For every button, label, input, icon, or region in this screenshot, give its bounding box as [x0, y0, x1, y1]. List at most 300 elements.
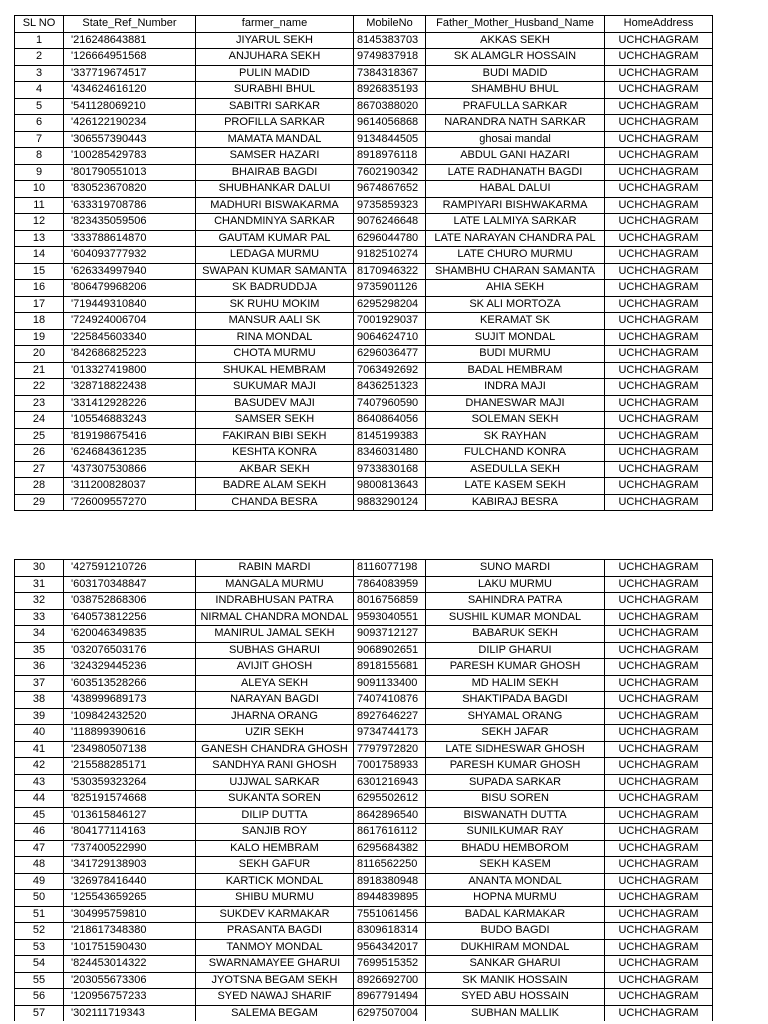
cell-state-ref-number: '302111719343 [64, 1005, 196, 1021]
cell-father-mother-husband-name: SUJIT MONDAL [426, 329, 605, 346]
cell-sl-no: 47 [15, 840, 64, 857]
cell-mobile-no: 8116077198 [354, 560, 426, 577]
cell-farmer-name: SURABHI BHUL [196, 82, 354, 99]
cell-sl-no: 31 [15, 576, 64, 593]
cell-father-mother-husband-name: SANKAR GHARUI [426, 956, 605, 973]
cell-home-address: UCHCHAGRAM [605, 576, 713, 593]
header-farmer-name: farmer_name [196, 16, 354, 33]
cell-father-mother-husband-name: BABARUK SEKH [426, 626, 605, 643]
cell-sl-no: 37 [15, 675, 64, 692]
cell-mobile-no: 9091133400 [354, 675, 426, 692]
cell-state-ref-number: '306557390443 [64, 131, 196, 148]
cell-mobile-no: 8016756859 [354, 593, 426, 610]
cell-father-mother-husband-name: RAMPIYARI BISHWAKARMA [426, 197, 605, 214]
cell-home-address: UCHCHAGRAM [605, 296, 713, 313]
table-row [15, 791, 713, 808]
cell-farmer-name: SUBHAS GHARUI [196, 642, 354, 659]
cell-farmer-name: BASUDEV MAJI [196, 395, 354, 412]
cell-farmer-name: JIYARUL SEKH [196, 32, 354, 49]
cell-mobile-no: 8926692700 [354, 972, 426, 989]
cell-father-mother-husband-name: BISWANATH DUTTA [426, 807, 605, 824]
cell-mobile-no: 6295684382 [354, 840, 426, 857]
cell-sl-no: 36 [15, 659, 64, 676]
cell-father-mother-husband-name: BHADU HEMBOROM [426, 840, 605, 857]
cell-father-mother-husband-name: SOLEMAN SEKH [426, 412, 605, 429]
cell-father-mother-husband-name: SEKH KASEM [426, 857, 605, 874]
cell-mobile-no: 9182510274 [354, 247, 426, 264]
table-row [15, 989, 713, 1006]
cell-home-address: UCHCHAGRAM [605, 939, 713, 956]
cell-father-mother-husband-name: LATE RADHANATH BAGDI [426, 164, 605, 181]
cell-father-mother-husband-name: LATE LALMIYA SARKAR [426, 214, 605, 231]
cell-home-address: UCHCHAGRAM [605, 395, 713, 412]
cell-farmer-name: UZIR SEKH [196, 725, 354, 742]
cell-state-ref-number: '823435059506 [64, 214, 196, 231]
cell-father-mother-husband-name: SUNILKUMAR RAY [426, 824, 605, 841]
cell-farmer-name: SANDHYA RANI GHOSH [196, 758, 354, 775]
cell-state-ref-number: '120956757233 [64, 989, 196, 1006]
cell-state-ref-number: '824453014322 [64, 956, 196, 973]
cell-father-mother-husband-name: DHANESWAR MAJI [426, 395, 605, 412]
cell-state-ref-number: '326978416440 [64, 873, 196, 890]
cell-father-mother-husband-name: SUNO MARDI [426, 560, 605, 577]
cell-mobile-no: 8145383703 [354, 32, 426, 49]
cell-home-address: UCHCHAGRAM [605, 32, 713, 49]
cell-home-address: UCHCHAGRAM [605, 923, 713, 940]
cell-home-address: UCHCHAGRAM [605, 82, 713, 99]
cell-sl-no: 39 [15, 708, 64, 725]
cell-mobile-no: 8967791494 [354, 989, 426, 1006]
cell-state-ref-number: '603513528266 [64, 675, 196, 692]
cell-farmer-name: SHUKAL HEMBRAM [196, 362, 354, 379]
cell-state-ref-number: '013615846127 [64, 807, 196, 824]
cell-mobile-no: 9614056868 [354, 115, 426, 132]
cell-father-mother-husband-name: SYED ABU HOSSAIN [426, 989, 605, 1006]
cell-state-ref-number: '620046349835 [64, 626, 196, 643]
cell-mobile-no: 6296044780 [354, 230, 426, 247]
cell-sl-no: 48 [15, 857, 64, 874]
cell-sl-no: 14 [15, 247, 64, 264]
cell-home-address: UCHCHAGRAM [605, 280, 713, 297]
cell-state-ref-number: '719449310840 [64, 296, 196, 313]
cell-home-address: UCHCHAGRAM [605, 824, 713, 841]
table-row [15, 115, 713, 132]
cell-home-address: UCHCHAGRAM [605, 906, 713, 923]
cell-home-address: UCHCHAGRAM [605, 741, 713, 758]
cell-farmer-name: SK BADRUDDJA [196, 280, 354, 297]
cell-sl-no: 34 [15, 626, 64, 643]
cell-sl-no: 20 [15, 346, 64, 363]
table-row [15, 1005, 713, 1021]
cell-sl-no: 2 [15, 49, 64, 66]
cell-state-ref-number: '337719674517 [64, 65, 196, 82]
header-row [15, 16, 713, 33]
cell-father-mother-husband-name: SK RAYHAN [426, 428, 605, 445]
cell-father-mother-husband-name: SK MANIK HOSSAIN [426, 972, 605, 989]
cell-father-mother-husband-name: MD HALIM SEKH [426, 675, 605, 692]
cell-mobile-no: 6295502612 [354, 791, 426, 808]
cell-sl-no: 53 [15, 939, 64, 956]
cell-home-address: UCHCHAGRAM [605, 247, 713, 264]
cell-sl-no: 29 [15, 494, 64, 511]
cell-mobile-no: 9733830168 [354, 461, 426, 478]
cell-state-ref-number: '801790551013 [64, 164, 196, 181]
cell-state-ref-number: '215588285171 [64, 758, 196, 775]
cell-father-mother-husband-name: HOPNA MURMU [426, 890, 605, 907]
table-row [15, 956, 713, 973]
cell-sl-no: 7 [15, 131, 64, 148]
cell-home-address: UCHCHAGRAM [605, 362, 713, 379]
cell-home-address: UCHCHAGRAM [605, 461, 713, 478]
cell-mobile-no: 9093712127 [354, 626, 426, 643]
cell-mobile-no: 9800813643 [354, 478, 426, 495]
cell-home-address: UCHCHAGRAM [605, 379, 713, 396]
cell-mobile-no: 8918155681 [354, 659, 426, 676]
cell-father-mother-husband-name: BUDI MURMU [426, 346, 605, 363]
table-row [15, 280, 713, 297]
cell-father-mother-husband-name: BADAL HEMBRAM [426, 362, 605, 379]
cell-state-ref-number: '830523670820 [64, 181, 196, 198]
table-row [15, 197, 713, 214]
cell-mobile-no: 9735901126 [354, 280, 426, 297]
cell-home-address: UCHCHAGRAM [605, 956, 713, 973]
cell-home-address: UCHCHAGRAM [605, 478, 713, 495]
cell-mobile-no: 7864083959 [354, 576, 426, 593]
cell-farmer-name: ALEYA SEKH [196, 675, 354, 692]
cell-mobile-no: 7797972820 [354, 741, 426, 758]
cell-state-ref-number: '626334997940 [64, 263, 196, 280]
cell-mobile-no: 7001929037 [354, 313, 426, 330]
cell-home-address: UCHCHAGRAM [605, 412, 713, 429]
cell-home-address: UCHCHAGRAM [605, 214, 713, 231]
cell-father-mother-husband-name: ghosai mandal [426, 131, 605, 148]
table-row [15, 675, 713, 692]
cell-state-ref-number: '331412928226 [64, 395, 196, 412]
cell-home-address: UCHCHAGRAM [605, 445, 713, 462]
cell-mobile-no: 7407960590 [354, 395, 426, 412]
cell-mobile-no: 7001758933 [354, 758, 426, 775]
cell-farmer-name: NARAYAN BAGDI [196, 692, 354, 709]
cell-home-address: UCHCHAGRAM [605, 890, 713, 907]
cell-mobile-no: 9134844505 [354, 131, 426, 148]
cell-home-address: UCHCHAGRAM [605, 840, 713, 857]
cell-state-ref-number: '328718822438 [64, 379, 196, 396]
table-row [15, 230, 713, 247]
table-row [15, 313, 713, 330]
cell-father-mother-husband-name: NARANDRA NATH SARKAR [426, 115, 605, 132]
cell-mobile-no: 8642896540 [354, 807, 426, 824]
cell-farmer-name: MANGALA MURMU [196, 576, 354, 593]
cell-sl-no: 30 [15, 560, 64, 577]
cell-farmer-name: SEKH GAFUR [196, 857, 354, 874]
cell-farmer-name: JHARNA ORANG [196, 708, 354, 725]
cell-farmer-name: KALO HEMBRAM [196, 840, 354, 857]
cell-mobile-no: 8116562250 [354, 857, 426, 874]
cell-home-address: UCHCHAGRAM [605, 708, 713, 725]
cell-state-ref-number: '724924006704 [64, 313, 196, 330]
cell-state-ref-number: '333788614870 [64, 230, 196, 247]
cell-farmer-name: FAKIRAN BIBI SEKH [196, 428, 354, 445]
cell-farmer-name: RABIN MARDI [196, 560, 354, 577]
cell-sl-no: 3 [15, 65, 64, 82]
cell-state-ref-number: '819198675416 [64, 428, 196, 445]
cell-mobile-no: 8309618314 [354, 923, 426, 940]
cell-sl-no: 56 [15, 989, 64, 1006]
cell-farmer-name: LEDAGA MURMU [196, 247, 354, 264]
cell-mobile-no: 9749837918 [354, 49, 426, 66]
table-row [15, 824, 713, 841]
table-row [15, 445, 713, 462]
cell-father-mother-husband-name: PARESH KUMAR GHOSH [426, 659, 605, 676]
table-row [15, 576, 713, 593]
cell-home-address: UCHCHAGRAM [605, 873, 713, 890]
table-row [15, 296, 713, 313]
farmer-table-bottom [14, 559, 713, 1021]
cell-sl-no: 23 [15, 395, 64, 412]
table-row [15, 972, 713, 989]
cell-sl-no: 5 [15, 98, 64, 115]
cell-mobile-no: 7407410876 [354, 692, 426, 709]
table-row [15, 428, 713, 445]
cell-father-mother-husband-name: AHIA SEKH [426, 280, 605, 297]
cell-sl-no: 10 [15, 181, 64, 198]
table-row [15, 857, 713, 874]
cell-home-address: UCHCHAGRAM [605, 791, 713, 808]
cell-home-address: UCHCHAGRAM [605, 148, 713, 165]
cell-mobile-no: 8640864056 [354, 412, 426, 429]
cell-state-ref-number: '105546883243 [64, 412, 196, 429]
table-row [15, 906, 713, 923]
cell-home-address: UCHCHAGRAM [605, 98, 713, 115]
cell-state-ref-number: '434624616120 [64, 82, 196, 99]
cell-state-ref-number: '216248643881 [64, 32, 196, 49]
cell-father-mother-husband-name: AKKAS SEKH [426, 32, 605, 49]
cell-farmer-name: AKBAR SEKH [196, 461, 354, 478]
cell-farmer-name: PULIN MADID [196, 65, 354, 82]
cell-father-mother-husband-name: SUBHAN MALLIK [426, 1005, 605, 1021]
table-row [15, 412, 713, 429]
cell-farmer-name: MAMATA MANDAL [196, 131, 354, 148]
cell-sl-no: 55 [15, 972, 64, 989]
cell-father-mother-husband-name: ASEDULLA SEKH [426, 461, 605, 478]
cell-home-address: UCHCHAGRAM [605, 857, 713, 874]
cell-home-address: UCHCHAGRAM [605, 131, 713, 148]
cell-sl-no: 45 [15, 807, 64, 824]
cell-home-address: UCHCHAGRAM [605, 659, 713, 676]
cell-mobile-no: 6301216943 [354, 774, 426, 791]
cell-home-address: UCHCHAGRAM [605, 263, 713, 280]
cell-father-mother-husband-name: ANANTA MONDAL [426, 873, 605, 890]
cell-sl-no: 25 [15, 428, 64, 445]
cell-home-address: UCHCHAGRAM [605, 989, 713, 1006]
cell-father-mother-husband-name: FULCHAND KONRA [426, 445, 605, 462]
table-row [15, 478, 713, 495]
table-row [15, 131, 713, 148]
cell-state-ref-number: '603170348847 [64, 576, 196, 593]
cell-mobile-no: 8346031480 [354, 445, 426, 462]
cell-mobile-no: 9734744173 [354, 725, 426, 742]
cell-father-mother-husband-name: SK ALAMGLR HOSSAIN [426, 49, 605, 66]
cell-mobile-no: 7063492692 [354, 362, 426, 379]
cell-state-ref-number: '013327419800 [64, 362, 196, 379]
cell-farmer-name: DILIP DUTTA [196, 807, 354, 824]
table-row [15, 923, 713, 940]
table-row [15, 247, 713, 264]
cell-sl-no: 42 [15, 758, 64, 775]
cell-state-ref-number: '324329445236 [64, 659, 196, 676]
table-row [15, 741, 713, 758]
cell-state-ref-number: '118899390616 [64, 725, 196, 742]
cell-home-address: UCHCHAGRAM [605, 49, 713, 66]
cell-farmer-name: GANESH CHANDRA GHOSH [196, 741, 354, 758]
cell-home-address: UCHCHAGRAM [605, 692, 713, 709]
cell-farmer-name: NIRMAL CHANDRA MONDAL [196, 609, 354, 626]
cell-home-address: UCHCHAGRAM [605, 65, 713, 82]
table-row [15, 494, 713, 511]
cell-father-mother-husband-name: BADAL KARMAKAR [426, 906, 605, 923]
cell-home-address: UCHCHAGRAM [605, 593, 713, 610]
cell-state-ref-number: '737400522990 [64, 840, 196, 857]
cell-sl-no: 27 [15, 461, 64, 478]
cell-mobile-no: 9068902651 [354, 642, 426, 659]
cell-sl-no: 52 [15, 923, 64, 940]
cell-home-address: UCHCHAGRAM [605, 230, 713, 247]
cell-home-address: UCHCHAGRAM [605, 642, 713, 659]
cell-mobile-no: 9883290124 [354, 494, 426, 511]
cell-state-ref-number: '038752868306 [64, 593, 196, 610]
cell-home-address: UCHCHAGRAM [605, 774, 713, 791]
cell-mobile-no: 8926835193 [354, 82, 426, 99]
cell-farmer-name: SYED NAWAJ SHARIF [196, 989, 354, 1006]
cell-father-mother-husband-name: SHAMBHU BHUL [426, 82, 605, 99]
cell-father-mother-husband-name: PARESH KUMAR GHOSH [426, 758, 605, 775]
cell-father-mother-husband-name: SK ALI MORTOZA [426, 296, 605, 313]
cell-mobile-no: 8170946322 [354, 263, 426, 280]
cell-mobile-no: 8918380948 [354, 873, 426, 890]
table-row [15, 461, 713, 478]
cell-home-address: UCHCHAGRAM [605, 164, 713, 181]
cell-sl-no: 22 [15, 379, 64, 396]
cell-home-address: UCHCHAGRAM [605, 494, 713, 511]
cell-mobile-no: 8670388020 [354, 98, 426, 115]
table-row [15, 346, 713, 363]
table-row [15, 560, 713, 577]
cell-sl-no: 15 [15, 263, 64, 280]
cell-farmer-name: CHANDA BESRA [196, 494, 354, 511]
cell-home-address: UCHCHAGRAM [605, 609, 713, 626]
table-row [15, 214, 713, 231]
cell-farmer-name: ANJUHARA SEKH [196, 49, 354, 66]
cell-state-ref-number: '604093777932 [64, 247, 196, 264]
table-row [15, 32, 713, 49]
cell-farmer-name: GAUTAM KUMAR PAL [196, 230, 354, 247]
cell-state-ref-number: '100285429783 [64, 148, 196, 165]
table-row [15, 329, 713, 346]
cell-home-address: UCHCHAGRAM [605, 115, 713, 132]
cell-mobile-no: 8145199383 [354, 428, 426, 445]
cell-mobile-no: 8918976118 [354, 148, 426, 165]
cell-father-mother-husband-name: LATE NARAYAN CHANDRA PAL [426, 230, 605, 247]
cell-state-ref-number: '437307530866 [64, 461, 196, 478]
cell-farmer-name: SK RUHU MOKIM [196, 296, 354, 313]
cell-sl-no: 46 [15, 824, 64, 841]
cell-sl-no: 33 [15, 609, 64, 626]
cell-farmer-name: MANIRUL JAMAL SEKH [196, 626, 354, 643]
table-row [15, 395, 713, 412]
table-row [15, 148, 713, 165]
cell-sl-no: 57 [15, 1005, 64, 1021]
cell-sl-no: 6 [15, 115, 64, 132]
cell-mobile-no: 6297507004 [354, 1005, 426, 1021]
cell-farmer-name: RINA MONDAL [196, 329, 354, 346]
table-body-bottom [15, 560, 713, 1022]
cell-sl-no: 9 [15, 164, 64, 181]
cell-father-mother-husband-name: KERAMAT SK [426, 313, 605, 330]
cell-father-mother-husband-name: LATE CHURO MURMU [426, 247, 605, 264]
table-row [15, 642, 713, 659]
cell-sl-no: 17 [15, 296, 64, 313]
cell-farmer-name: SABITRI SARKAR [196, 98, 354, 115]
cell-farmer-name: CHANDMINYA SARKAR [196, 214, 354, 231]
table-row [15, 593, 713, 610]
table-row [15, 939, 713, 956]
cell-farmer-name: JYOTSNA BEGAM SEKH [196, 972, 354, 989]
cell-home-address: UCHCHAGRAM [605, 197, 713, 214]
cell-state-ref-number: '225845603340 [64, 329, 196, 346]
cell-father-mother-husband-name: SUSHIL KUMAR MONDAL [426, 609, 605, 626]
cell-state-ref-number: '304995759810 [64, 906, 196, 923]
cell-farmer-name: BADRE ALAM SEKH [196, 478, 354, 495]
cell-sl-no: 19 [15, 329, 64, 346]
cell-father-mother-husband-name: HABAL DALUI [426, 181, 605, 198]
cell-farmer-name: KARTICK MONDAL [196, 873, 354, 890]
cell-state-ref-number: '125543659265 [64, 890, 196, 907]
cell-farmer-name: PROFILLA SARKAR [196, 115, 354, 132]
cell-father-mother-husband-name: LATE KASEM SEKH [426, 478, 605, 495]
table-row [15, 181, 713, 198]
cell-father-mother-husband-name: PRAFULLA SARKAR [426, 98, 605, 115]
cell-mobile-no: 8944839895 [354, 890, 426, 907]
cell-mobile-no: 9593040551 [354, 609, 426, 626]
cell-home-address: UCHCHAGRAM [605, 626, 713, 643]
cell-mobile-no: 7551061456 [354, 906, 426, 923]
cell-state-ref-number: '427591210726 [64, 560, 196, 577]
table-row [15, 609, 713, 626]
table-row [15, 873, 713, 890]
table-row [15, 692, 713, 709]
table-row [15, 725, 713, 742]
cell-mobile-no: 9674867652 [354, 181, 426, 198]
cell-mobile-no: 9076246648 [354, 214, 426, 231]
cell-sl-no: 41 [15, 741, 64, 758]
cell-state-ref-number: '530359323264 [64, 774, 196, 791]
header-mobile-no: MobileNo [354, 16, 426, 33]
cell-home-address: UCHCHAGRAM [605, 807, 713, 824]
cell-sl-no: 1 [15, 32, 64, 49]
cell-sl-no: 49 [15, 873, 64, 890]
cell-mobile-no: 9735859323 [354, 197, 426, 214]
cell-home-address: UCHCHAGRAM [605, 675, 713, 692]
cell-father-mother-husband-name: SAHINDRA PATRA [426, 593, 605, 610]
cell-farmer-name: SHUBHANKAR DALUI [196, 181, 354, 198]
cell-sl-no: 26 [15, 445, 64, 462]
cell-father-mother-husband-name: LATE SIDHESWAR GHOSH [426, 741, 605, 758]
cell-sl-no: 32 [15, 593, 64, 610]
cell-father-mother-husband-name: DILIP GHARUI [426, 642, 605, 659]
cell-mobile-no: 8927646227 [354, 708, 426, 725]
cell-farmer-name: MADHURI BISWAKARMA [196, 197, 354, 214]
cell-sl-no: 4 [15, 82, 64, 99]
